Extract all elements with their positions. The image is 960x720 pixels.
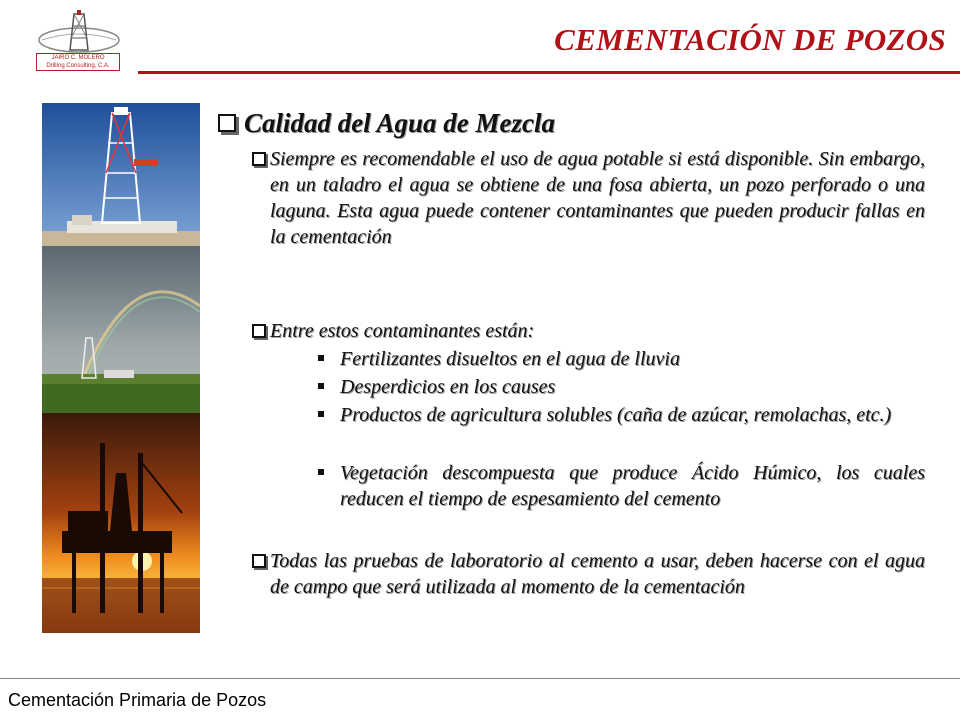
bullet-point-1-text: Siempre es recomendable el uso de agua potable si está disponible. Sin embargo, en un taladro el agua se obtiene de una fosa abierta, un pozo perforado o una laguna. Esta agua puede contener contaminantes que pueden producir fallas en la cementación [270,148,925,248]
offshore-platform-sunset-photo [42,413,200,633]
footer-text: Cementación Primaria de Pozos [8,690,267,710]
field-rainbow-photo [42,246,200,413]
sub-bullet-2 [340,374,925,400]
square-bullet-icon [318,383,324,389]
footer-divider [0,678,960,679]
bullet-point-2-text: Entre estos contaminantes están: [270,320,535,342]
bullet-point-1 [270,146,925,250]
checkbox-bullet-icon [252,152,266,166]
sub-bullet-1 [340,346,925,372]
checkbox-bullet-icon [218,114,236,132]
derrick-globe-icon [34,10,124,56]
sub-bullet-3 [340,402,925,428]
sub-bullet-3-text: Productos de agricultura solubles (caña de azúcar, remolachas, etc.) [340,404,892,426]
square-bullet-icon [318,411,324,417]
bullet-point-3-text: Todas las pruebas de laboratorio al cemento a usar, deben hacerse con el agua de campo que será utilizada al momento de la cementación [270,550,925,598]
section-heading-text: Calidad del Agua de Mezcla [244,108,555,138]
photo-strip [42,103,200,633]
sub-bullet-2-text: Desperdicios en los causes [340,376,556,398]
sub-bullet-4 [340,460,925,512]
logo-text-line1: JAIRO C. MOLERO [51,55,105,61]
bullet-point-2 [270,318,925,344]
logo-label [36,53,120,71]
drilling-rig-photo [42,103,200,246]
section-heading [218,108,555,139]
square-bullet-icon [318,469,324,475]
sub-bullet-1-text: Fertilizantes disueltos en el agua de lluvia [340,348,680,370]
bullet-point-3 [270,548,925,600]
logo-text-line2: Drilling Consulting, C.A. [46,63,110,69]
square-bullet-icon [318,355,324,361]
checkbox-bullet-icon [252,554,266,568]
checkbox-bullet-icon [252,324,266,338]
page-title: CEMENTACIÓN DE POZOS [554,22,946,57]
sub-bullet-4-text: Vegetación descompuesta que produce Ácido Húmico, los cuales reducen el tiempo de espesamiento del cemento [340,462,925,510]
header-divider [138,71,960,74]
